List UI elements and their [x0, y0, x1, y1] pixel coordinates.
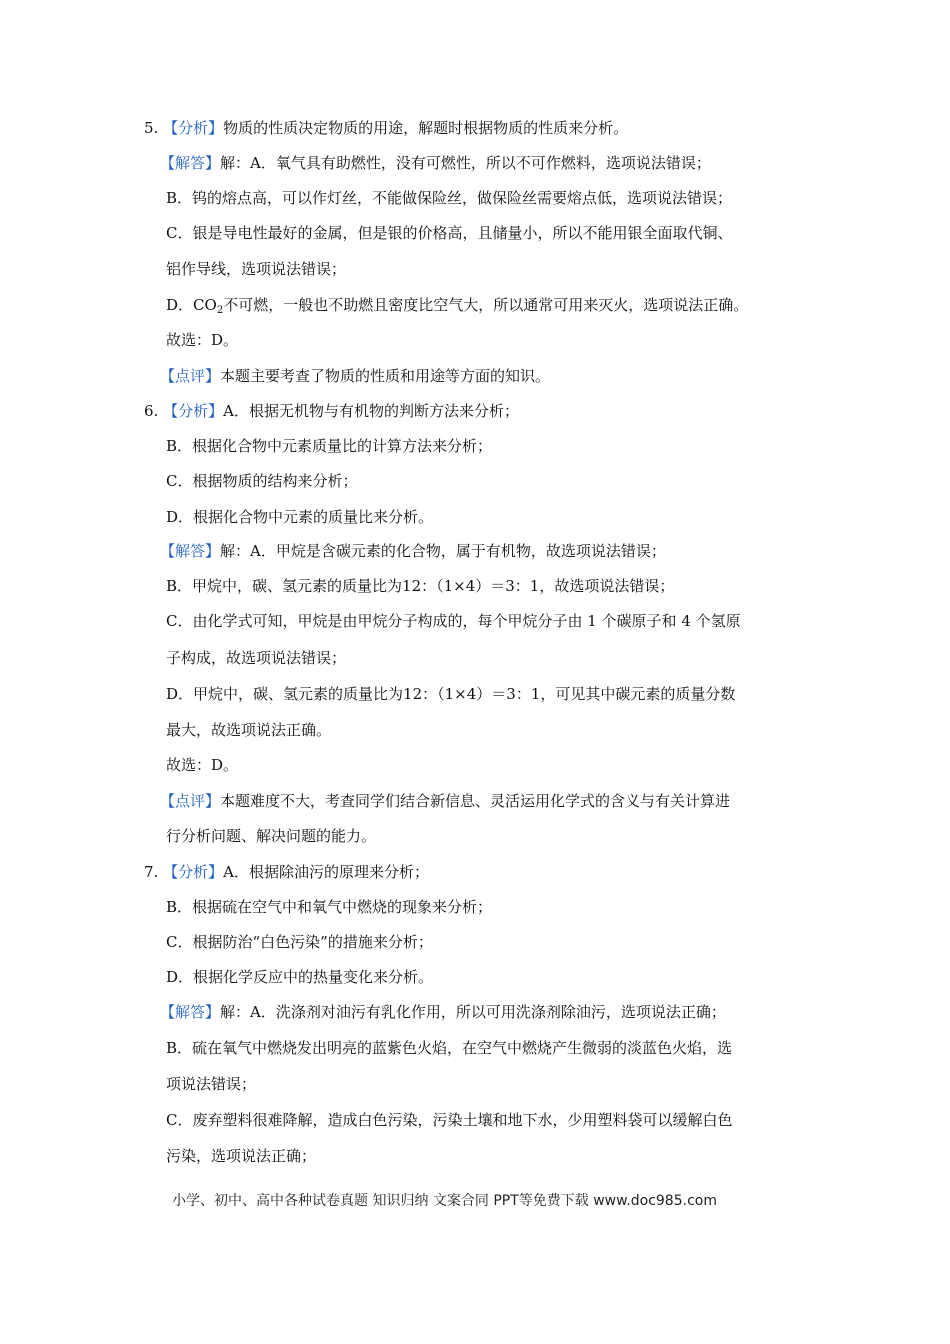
q6-option-c-line1: C．由化学式可知，甲烷是由甲烷分子构成的，每个甲烷分子由 1 个碳原子和 4 个氢原 — [166, 612, 741, 630]
q5-answer-line — [160, 153, 711, 173]
q7-analysis-d: D．根据化学反应中的热量变化来分析。 — [166, 968, 434, 986]
q6-choose: 故选：D。 — [166, 756, 239, 774]
q5-answer-label: 【解答】 — [160, 154, 221, 172]
q5-analysis-line — [144, 118, 628, 138]
q6-option-b: B．甲烷中，碳、氢元素的质量比为12：（1×4）＝3：1，故选项说法错误； — [166, 577, 675, 595]
q7-analysis-b: B．根据硫在空气中和氧气中燃烧的现象来分析； — [166, 898, 493, 916]
footer-download-notice: 小学、初中、高中各种试卷真题 知识归纳 文案合同 PPT等免费下载 www.doc985.com — [172, 1193, 717, 1209]
q5-analysis-text: 物质的性质决定物质的用途，解题时根据物质的性质来分析。 — [223, 119, 629, 137]
q7-analysis-line — [144, 862, 429, 882]
q5-option-d-sub: 2 — [216, 305, 224, 316]
q7-answer-label: 【解答】 — [160, 1003, 221, 1021]
q6-analysis-line — [144, 401, 519, 421]
q6-answer-line — [160, 541, 666, 561]
q7-analysis-label: 【分析】 — [163, 863, 224, 881]
q7-answer-line — [160, 1002, 726, 1022]
q6-number: 6. — [144, 402, 159, 420]
q6-option-c-line2: 子构成，故选项说法错误； — [166, 649, 347, 667]
q6-answer-label: 【解答】 — [160, 542, 221, 560]
q6-option-d-line2: 最大，故选项说法正确。 — [166, 721, 332, 739]
q5-answer-a: 解：A．氧气具有助燃性，没有可燃性，所以不可作燃料，选项说法错误； — [220, 154, 711, 172]
q6-option-d-line1: D．甲烷中，碳、氢元素的质量比为12：（1×4）＝3：1，可见其中碳元素的质量分数 — [166, 685, 736, 703]
q7-option-c-line1: C．废弃塑料很难降解，造成白色污染，污染土壤和地下水，少用塑料袋可以缓解白色 — [166, 1111, 733, 1129]
q7-option-b-line2: 项说法错误； — [166, 1075, 257, 1093]
q5-option-c-line1: C．银是导电性最好的金属，但是银的价格高，且储量小，所以不能用银全面取代铜、 — [166, 224, 733, 242]
q6-analysis-c: C．根据物质的结构来分析； — [166, 472, 358, 490]
q5-option-d — [166, 295, 748, 315]
q5-comment-line — [160, 366, 550, 386]
q7-analysis-a: A．根据除油污的原理来分析； — [223, 863, 429, 881]
q6-analysis-a: A．根据无机物与有机物的判断方法来分析； — [223, 402, 519, 420]
q7-analysis-c: C．根据防治“白色污染”的措施来分析； — [166, 933, 433, 951]
q7-answer-a: 解：A．洗涤剂对油污有乳化作用，所以可用洗涤剂除油污，选项说法正确； — [220, 1003, 726, 1021]
q5-option-d-pre: D．CO — [166, 296, 217, 314]
q6-comment-line1 — [160, 791, 730, 811]
q5-comment-text: 本题主要考查了物质的性质和用途等方面的知识。 — [220, 367, 551, 385]
q7-number: 7. — [144, 863, 159, 881]
q6-comment-label: 【点评】 — [160, 792, 221, 810]
q5-analysis-label: 【分析】 — [163, 119, 224, 137]
q5-choose: 故选：D。 — [166, 331, 239, 349]
q6-comment-line2: 行分析问题、解决问题的能力。 — [166, 827, 377, 845]
q5-option-d-post: 不可燃，一般也不助燃且密度比空气大，所以通常可用来灭火，选项说法正确。 — [223, 296, 749, 314]
q6-comment-text1: 本题难度不大，考查同学们结合新信息、灵活运用化学式的含义与有关计算进 — [220, 792, 731, 810]
q5-number: 5. — [144, 119, 159, 137]
q6-analysis-label: 【分析】 — [163, 402, 224, 420]
q6-analysis-b: B．根据化合物中元素质量比的计算方法来分析； — [166, 437, 493, 455]
q6-answer-a: 解：A．甲烷是含碳元素的化合物，属于有机物，故选项说法错误； — [220, 542, 666, 560]
q5-comment-label: 【点评】 — [160, 367, 221, 385]
q5-option-c-line2: 铝作导线，选项说法错误； — [166, 260, 347, 278]
q5-option-b: B．钨的熔点高，可以作灯丝，不能做保险丝，做保险丝需要熔点低，选项说法错误； — [166, 189, 733, 207]
q7-option-c-line2: 污染，选项说法正确； — [166, 1147, 317, 1165]
q7-option-b-line1: B．硫在氧气中燃烧发出明亮的蓝紫色火焰，在空气中燃烧产生微弱的淡蓝色火焰，选 — [166, 1039, 733, 1057]
q6-analysis-d: D．根据化合物中元素的质量比来分析。 — [166, 508, 434, 526]
